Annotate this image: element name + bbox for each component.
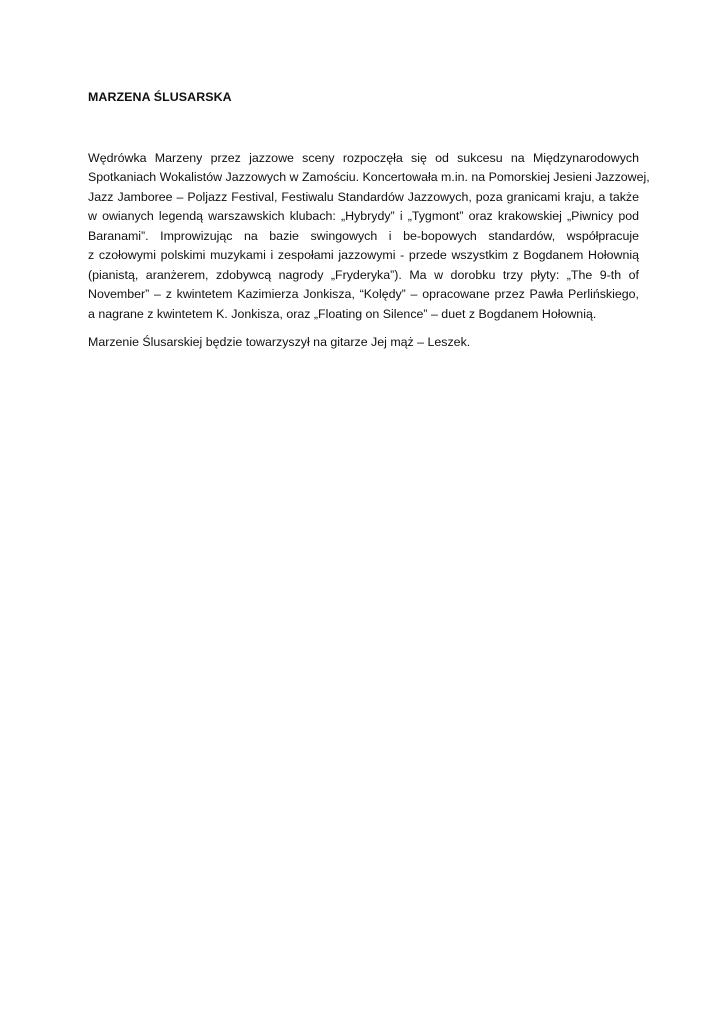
biography-line: November” – z kwintetem Kazimierza Jonkisza, “Kolędy” – opracowane przez Pawła Perlińskiego, bbox=[88, 287, 639, 301]
biography-line: Jazz Jamboree – Poljazz Festival, Festiwalu Standardów Jazzowych, poza granicami kraju, a także bbox=[88, 189, 639, 204]
biography-line: (pianistą, aranżerem, zdobywcą nagrody „Fryderyka”). Ma w dorobku trzy płyty: „The 9-th of bbox=[88, 267, 639, 282]
artist-name-heading: MARZENA ŚLUSARSKA bbox=[88, 90, 232, 104]
biography-line: Spotkaniach Wokalistów Jazzowych w Zamościu. Koncertowała m.in. na Pomorskiej Jesieni Jazzowej, bbox=[88, 170, 650, 184]
biography-paragraph bbox=[88, 149, 650, 325]
biography-line: z czołowymi polskimi muzykami i zespołami jazzowymi - przede wszystkim z Bogdanem Hołownią bbox=[88, 248, 639, 262]
document-body bbox=[88, 88, 650, 353]
biography-line: a nagrane z kwintetem K. Jonkisza, oraz „Floating on Silence” – duet z Bogdanem Hołownią. bbox=[88, 306, 597, 321]
biography-line: Baranami”. Improwizując na bazie swingowych i be-bopowych standardów, współpracuje bbox=[88, 228, 639, 243]
closing-paragraph: Marzenie Ślusarskiej będzie towarzyszył na gitarze Jej mąż – Leszek. bbox=[88, 335, 471, 349]
biography-line: Wędrówka Marzeny przez jazzowe sceny rozpoczęła się od sukcesu na Międzynarodowych bbox=[88, 150, 639, 165]
biography-line: w owianych legendą warszawskich klubach: „Hybrydy” i „Tygmont” oraz krakowskiej „Piwnicy pod bbox=[88, 209, 639, 223]
